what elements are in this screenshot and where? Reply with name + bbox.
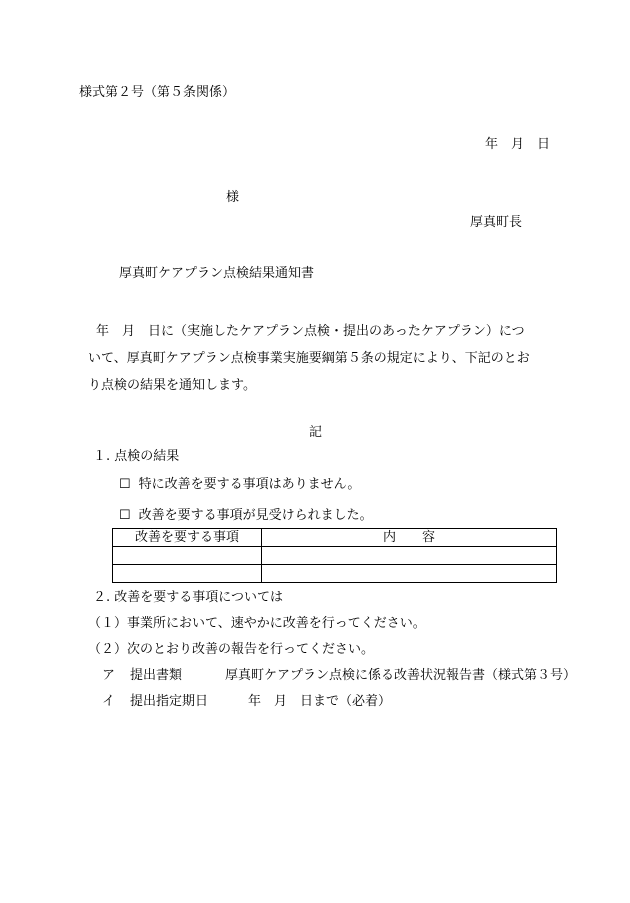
document-title: 厚真町ケアプラン点検結果通知書 [119, 266, 315, 281]
column-header-content: 内 容 [262, 529, 557, 547]
sub-mark: ア [102, 668, 116, 683]
submission-deadline-line [102, 695, 391, 708]
option-no-issues[interactable] [119, 478, 360, 491]
ki-heading: 記 [309, 425, 323, 440]
table-cell[interactable] [262, 565, 557, 583]
form-number: 様式第２号（第５条関係） [79, 85, 236, 100]
table-cell[interactable] [113, 547, 262, 565]
addressee: 様 [226, 190, 240, 205]
body-line-3: り点検の結果を通知します。 [88, 378, 256, 393]
instruction-1: （１）事業所において、速やかに改善を行ってください。 [88, 616, 426, 631]
body-line-1: 年 月 日に（実施したケアプラン点検・提出のあったケアプラン）につ [96, 324, 525, 339]
option-issues-found[interactable] [119, 509, 373, 522]
option-label: 改善を要する事項が見受けられました。 [138, 508, 373, 523]
submission-document-line [102, 669, 576, 682]
column-header-item: 改善を要する事項 [113, 529, 262, 547]
sub-label: 提出指定期日 [130, 694, 209, 709]
body-paragraph [88, 318, 558, 399]
option-label: 特に改善を要する事項はありません。 [138, 477, 361, 492]
sub-value: 厚真町ケアプラン点検に係る改善状況報告書（様式第３号） [225, 668, 577, 683]
body-line-2: いて、厚真町ケアプラン点検事業実施要綱第５条の規定により、下記のとお [88, 351, 530, 366]
table-row [113, 547, 557, 565]
table-cell[interactable] [262, 547, 557, 565]
sub-value: 年 月 日まで（必着） [248, 694, 392, 709]
checkbox-icon[interactable]: ☐ [119, 477, 131, 492]
improvement-table [112, 528, 557, 583]
sub-label: 提出書類 [130, 668, 183, 683]
notice-date: 年 月 日 [485, 137, 551, 152]
issuer: 厚真町長 [470, 215, 523, 230]
sub-mark: イ [102, 694, 116, 709]
table-header-row [113, 529, 557, 547]
table-row [113, 565, 557, 583]
instruction-2: （２）次のとおり改善の報告を行ってください。 [88, 642, 375, 657]
table-cell[interactable] [113, 565, 262, 583]
section-2-heading: ２. 改善を要する事項については [93, 590, 284, 605]
section-1-heading: １. 点検の結果 [93, 449, 180, 464]
checkbox-icon[interactable]: ☐ [119, 508, 131, 523]
